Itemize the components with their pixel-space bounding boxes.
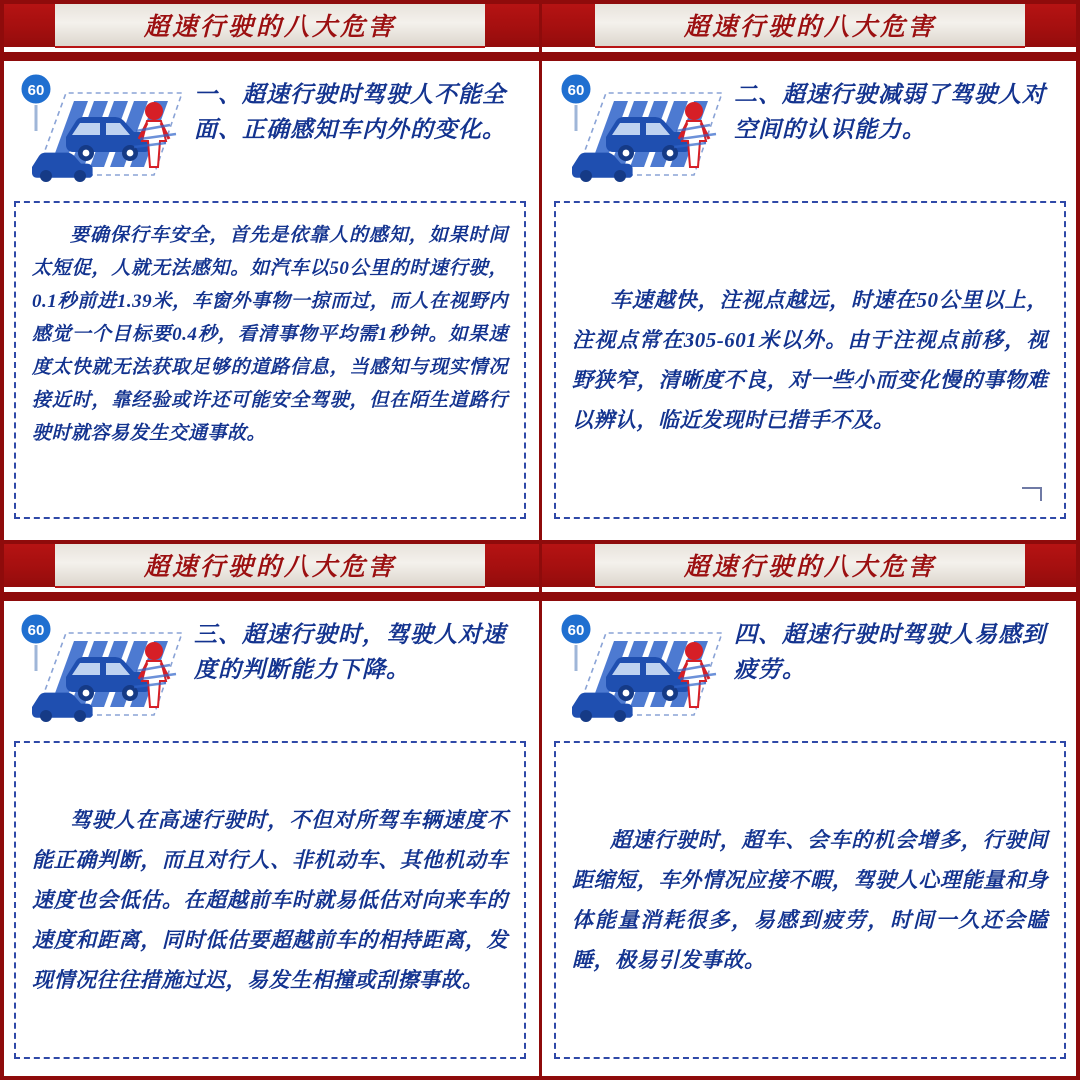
panel-4-underline-stripe (540, 592, 1080, 601)
sheet-edge-right (1076, 0, 1080, 1080)
panel-4-illustration (554, 611, 726, 729)
panel-3 (0, 540, 540, 1080)
panel-2-heading: 二、超速行驶减弱了驾驶人对空间的认识能力。 (734, 82, 1046, 142)
panel-3-top-row (14, 611, 526, 733)
panel-3-header-band (0, 540, 540, 592)
panel-2-body (540, 61, 1080, 535)
panel-4-body (540, 601, 1080, 1075)
speed-limit-60-icon (20, 613, 52, 671)
panel-3-content-box (14, 741, 526, 1059)
panel-3-illustration (14, 611, 186, 729)
panel-2 (540, 0, 1080, 540)
speed-limit-60-icon (20, 73, 52, 131)
panel-2-header-band (540, 0, 1080, 52)
panel-3-content-text: 驾驶人在高速行驶时，不但对所驾车辆速度不能正确判断，而且对行人、非机动车、其他机动车速度也会低估。在超越前车时就易低估对向来车的速度和距离，同时低估要超越前车的相持距离，发现情况往往措施过迟，易发生相撞或刮擦事故。 (32, 808, 508, 992)
speed-limit-60-icon (560, 613, 592, 671)
panel-2-content-text: 车速越快，注视点越远，时速在50公里以上，注视点常在305-601米以外。由于注视点前移，视野狭窄，清晰度不良，对一些小而变化慢的事物难以辨认，临近发现时已措手不及。 (572, 288, 1048, 432)
panel-1-top-row (14, 71, 526, 193)
panel-1-underline-stripe (0, 52, 540, 61)
panel-4-heading: 四、超速行驶时驾驶人易感到疲劳。 (734, 622, 1046, 682)
panel-1-content-text: 要确保行车安全，首先是依靠人的感知，如果时间太短促，人就无法感知。如汽车以50公里的时速行驶，0.1秒前进1.39米，车窗外事物一掠而过，而人在视野内感觉一个目标要0.4秒，看清事物平均需1秒钟。如果速度太快就无法获取足够的道路信息，当感知与现实情况接近时，靠经验或许还可能安全驾驶，但在陌生道路行驶时就容易发生交通事故。 (32, 225, 508, 444)
panel-1-body (0, 61, 540, 535)
panel-4 (540, 540, 1080, 1080)
panel-3-title-plate (55, 542, 485, 588)
panel-1-header-band (0, 0, 540, 52)
panel-3-heading: 三、超速行驶时，驾驶人对速度的判断能力下降。 (194, 622, 506, 682)
panel-4-content-box (554, 741, 1066, 1059)
panel-1-content-box (14, 201, 526, 519)
speed-limit-60-icon (560, 73, 592, 131)
panel-2-title: 超速行驶的八大危害 (683, 14, 936, 41)
panel-4-title-plate (595, 542, 1025, 588)
panel-2-underline-stripe (540, 52, 1080, 61)
svg-text:60: 60 (27, 82, 45, 99)
panel-3-body (0, 601, 540, 1075)
panel-2-top-row (554, 71, 1066, 193)
svg-text:60: 60 (27, 622, 45, 639)
panel-1-title: 超速行驶的八大危害 (143, 14, 396, 41)
panel-4-top-row (554, 611, 1066, 733)
panel-4-title: 超速行驶的八大危害 (683, 554, 936, 581)
panel-4-header-band (540, 540, 1080, 592)
panel-4-content-text: 超速行驶时，超车、会车的机会增多，行驶间距缩短，车外情况应接不暇，驾驶人心理能量和身体能量消耗很多，易感到疲劳，时间一久还会瞌睡，极易引发事故。 (572, 828, 1048, 972)
panel-2-content-box (554, 201, 1066, 519)
sheet-edge-left (0, 0, 4, 1080)
panel-3-underline-stripe (0, 592, 540, 601)
panel-3-title: 超速行驶的八大危害 (143, 554, 396, 581)
panel-1-illustration (14, 71, 186, 189)
panel-1-title-plate (55, 2, 485, 48)
svg-text:60: 60 (567, 622, 585, 639)
sheet-edge-bottom (0, 1076, 1080, 1080)
panel-1 (0, 0, 540, 540)
panel-2-illustration (554, 71, 726, 189)
panel-2-title-plate (595, 2, 1025, 48)
svg-text:60: 60 (567, 82, 585, 99)
panel-divider-vertical (539, 0, 542, 1080)
panel-1-heading: 一、超速行驶时驾驶人不能全面、正确感知车内外的变化。 (194, 82, 506, 142)
sheet-edge-top (0, 0, 1080, 4)
panel-2-corner-mark (1022, 487, 1042, 501)
